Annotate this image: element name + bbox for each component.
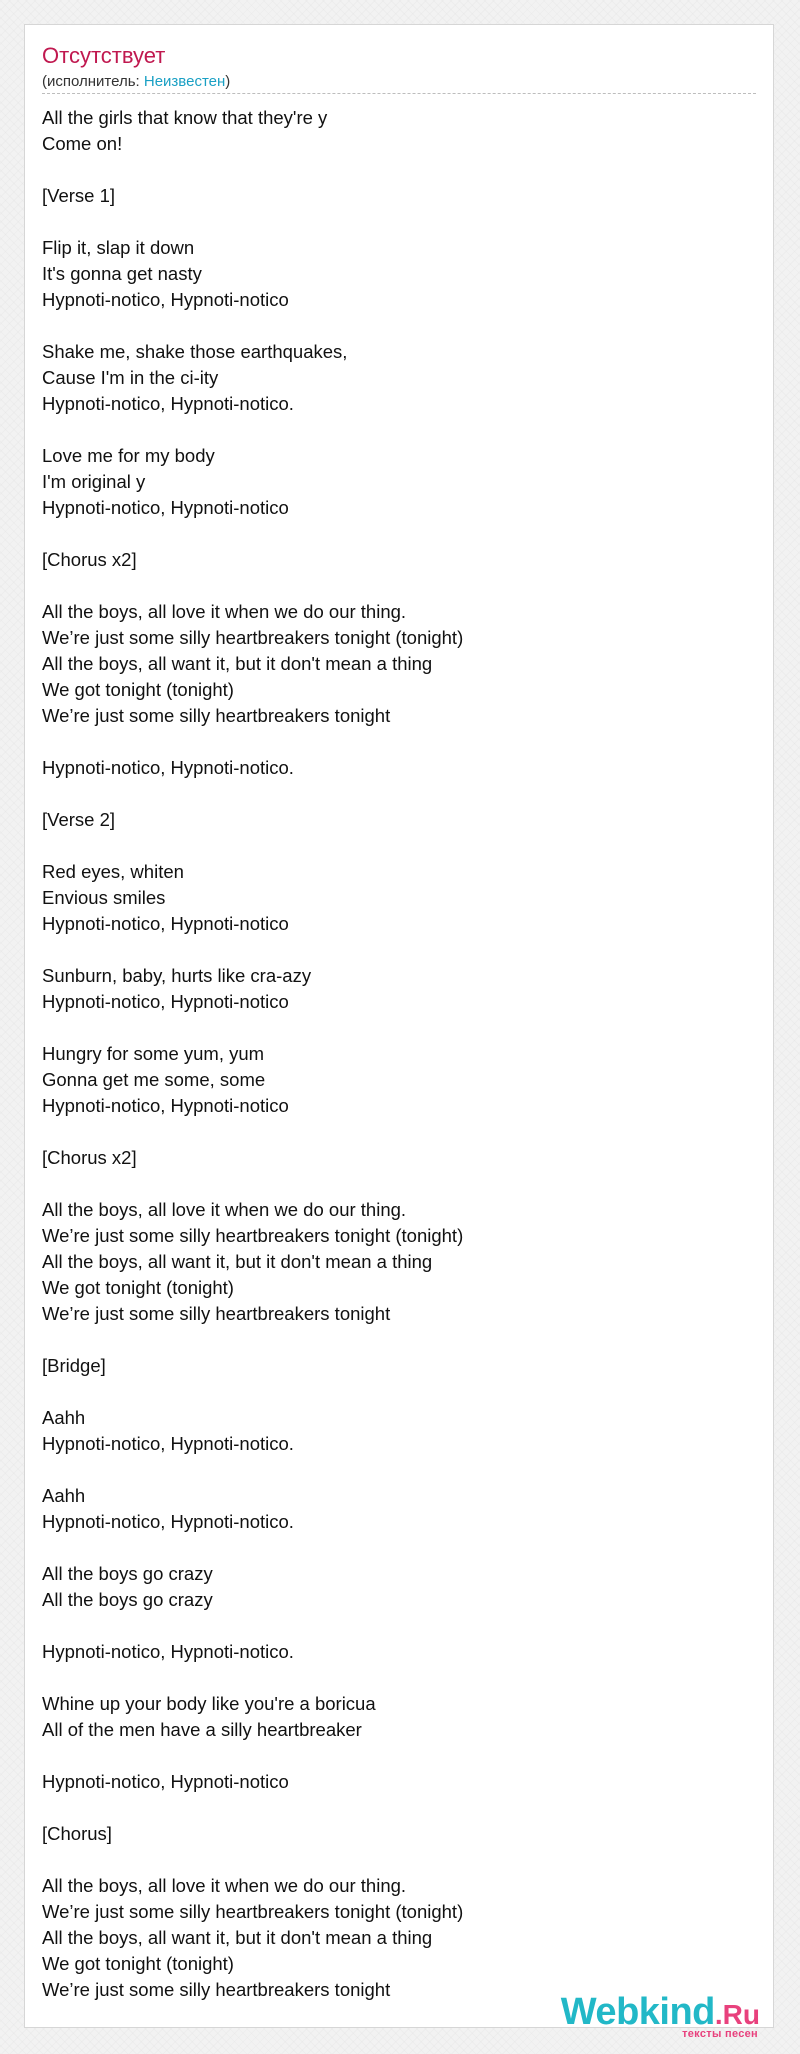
lyric-line: Come on! (42, 133, 123, 154)
lyric-line: Aahh (42, 1485, 86, 1506)
lyric-line: Flip it, slap it down (42, 237, 195, 258)
lyric-line: Hypnoti-notico, Hypnoti-notico. (42, 393, 294, 414)
logo-tld: .Ru (714, 1999, 760, 2030)
lyrics-text (42, 105, 742, 2003)
logo-name: Webkind (560, 1991, 715, 2033)
artist-line (42, 73, 230, 91)
lyric-line: [Verse 1] (42, 185, 116, 206)
lyric-line: Love me for my body (42, 445, 215, 466)
lyric-line: Aahh (42, 1407, 86, 1428)
song-title: Отсутствует (42, 43, 166, 68)
lyric-line: [Chorus x2] (42, 1147, 137, 1168)
lyric-line: All of the men have a silly heartbreaker (42, 1719, 362, 1740)
lyric-line: Hungry for some yum, yum (42, 1043, 265, 1064)
lyric-line: Hypnoti-notico, Hypnoti-notico. (42, 757, 294, 778)
lyric-line: We got tonight (tonight) (42, 1953, 234, 1974)
lyric-line: All the boys, all want it, but it don't mean a thing (42, 1251, 433, 1272)
site-logo[interactable] (560, 1991, 760, 2040)
lyric-line: Hypnoti-notico, Hypnoti-notico (42, 991, 289, 1012)
lyric-line: Hypnoti-notico, Hypnoti-notico. (42, 1641, 294, 1662)
lyric-line: Hypnoti-notico, Hypnoti-notico (42, 1771, 289, 1792)
lyric-line: [Chorus x2] (42, 549, 137, 570)
lyric-line: Hypnoti-notico, Hypnoti-notico (42, 289, 289, 310)
lyric-line: All the boys, all love it when we do our thing. (42, 1875, 407, 1896)
artist-link[interactable]: Неизвестен (143, 73, 226, 90)
lyric-line: Sunburn, baby, hurts like cra-azy (42, 965, 312, 986)
lyrics-card (24, 24, 774, 2028)
header-divider (42, 93, 756, 94)
lyric-line: Gonna get me some, some (42, 1069, 266, 1090)
lyric-line: We’re just some silly heartbreakers tonight (42, 1303, 391, 1324)
lyric-line: All the boys, all love it when we do our thing. (42, 1199, 407, 1220)
artist-suffix: ) (225, 73, 231, 90)
lyric-line: Whine up your body like you're a boricua (42, 1693, 376, 1714)
lyric-line: Hypnoti-notico, Hypnoti-notico (42, 497, 289, 518)
lyric-line: [Verse 2] (42, 809, 116, 830)
lyric-line: Hypnoti-notico, Hypnoti-notico. (42, 1511, 294, 1532)
lyric-line: I'm original y (42, 471, 146, 492)
lyric-line: Envious smiles (42, 887, 166, 908)
lyric-line: We got tonight (tonight) (42, 1277, 234, 1298)
lyric-line: We’re just some silly heartbreakers tonight (42, 1979, 391, 2000)
lyric-line: All the boys, all love it when we do our thing. (42, 601, 407, 622)
lyric-line: All the boys, all want it, but it don't mean a thing (42, 1927, 433, 1948)
lyric-line: [Chorus] (42, 1823, 112, 1844)
lyric-line: Cause I'm in the ci-ity (42, 367, 219, 388)
logo-tagline: тексты песен (682, 2028, 758, 2040)
lyric-line: All the girls that know that they're y (42, 107, 328, 128)
lyric-line: All the boys go crazy (42, 1589, 213, 1610)
lyric-line: We got tonight (tonight) (42, 679, 234, 700)
lyric-line: [Bridge] (42, 1355, 106, 1376)
lyric-line: Hypnoti-notico, Hypnoti-notico. (42, 1433, 294, 1454)
lyric-line: We’re just some silly heartbreakers tonight (42, 705, 391, 726)
lyric-line: We’re just some silly heartbreakers tonight (tonight) (42, 1225, 464, 1246)
lyric-line: All the boys go crazy (42, 1563, 213, 1584)
lyric-line: Hypnoti-notico, Hypnoti-notico (42, 913, 289, 934)
lyric-line: All the boys, all want it, but it don't mean a thing (42, 653, 433, 674)
lyric-line: We’re just some silly heartbreakers tonight (tonight) (42, 627, 464, 648)
artist-prefix: (исполнитель: (42, 73, 144, 90)
lyric-line: Hypnoti-notico, Hypnoti-notico (42, 1095, 289, 1116)
lyric-line: Red eyes, whiten (42, 861, 184, 882)
lyric-line: Shake me, shake those earthquakes, (42, 341, 348, 362)
lyric-line: We’re just some silly heartbreakers tonight (tonight) (42, 1901, 464, 1922)
lyric-line: It's gonna get nasty (42, 263, 202, 284)
